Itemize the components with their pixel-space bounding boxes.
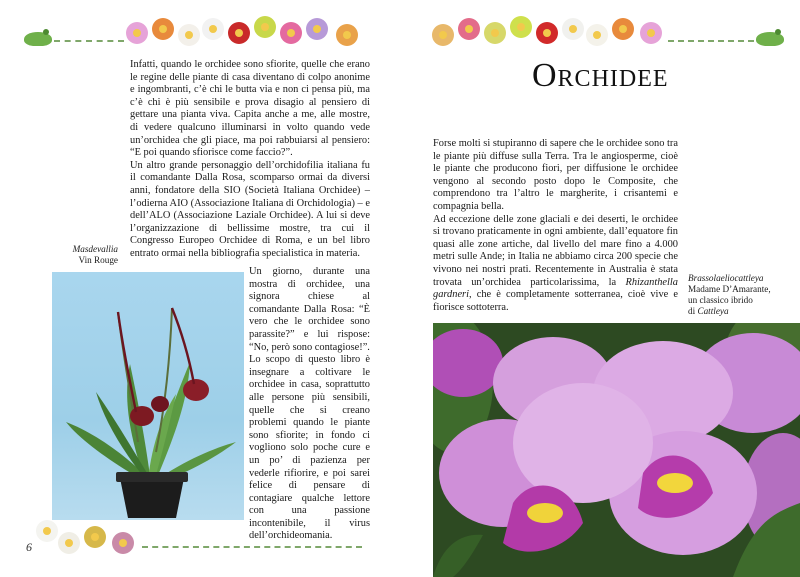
paragraph: Forse molti si stupiranno di sapere che le orchidee sono tra le piante più diffuse sulla Terra. Tra le angiosperme, cioè le piante che producono fiori, per diffusione le orchidee vengono al secondo posto dopo le Composite, che comprendono tra l’altro le margherite, i crisantemi e compagnia bella. [433, 138, 678, 212]
masdevallia-photo [52, 272, 244, 520]
cattleya-flower-image [433, 323, 800, 577]
masdevallia-plant-image [52, 272, 244, 520]
orchid-flower-icon [562, 18, 584, 40]
orchid-flower-icon [536, 22, 558, 44]
vine-decoration [54, 40, 124, 42]
paragraph [433, 214, 678, 315]
vine-decoration [668, 40, 754, 42]
right-text [433, 138, 678, 314]
orchid-flower-icon [484, 22, 506, 44]
page-title: Orchidee [532, 57, 669, 94]
caption-genus: Masdevallia [72, 244, 118, 254]
paragraph: Infatti, quando le orchidee sono sfiorite, quelle che erano le regine delle piante di casa diventano di colpo anonime e ingombranti, c’è chi le butta via e non ci pensa più, ma c’è chi è più sensibile e prova disagio al pensiero di gettare una pianta viva. Capita anche a me, alle mostre, di vedere qualcuno illuminarsi in volto quando vede un’orchidea che gli piace, ma poi rabbuiarsi al pensiero: “E poi quando sfiorisce come faccio?”. [130, 59, 370, 159]
photo-caption-masdevallia [58, 244, 118, 266]
photo-caption-cattleya [688, 273, 794, 317]
orchid-flower-icon [202, 18, 224, 40]
orchid-flower-icon [58, 532, 80, 554]
paragraph: Lo scopo di questo libro è insegnare a coltivare le orchidee in casa, soprattutto alle persone più sensibili, quelle che si creano problemi quando le piante sono sfiorite; in fondo ci vogliono solo poche cure e un po’ di pazienza per vederle rifiorire, e poi sarei felice di pensare di contagiare qualche lettore con una passione incontenibile, il virus dell’orchideomania. [249, 354, 370, 542]
species-name: Rhizanthella gardneri [433, 276, 678, 301]
paragraph: Un altro grande personaggio dell’orchidofilia italiana fu il comandante Dalla Rosa, scomparso ormai da diversi anni, fondatore della SIO (Società Italiana Orchidee) – l’odierna AIO (Associazione Italiana di Orchidologia) – e dell’ALO (Associazione Laziale Orchidee). A lui si deve l’organizzazione di bellissime mostre, tra cui il Congresso Europeo Orchidee di Roma, e un bel libro entrato ormai nella bibliografia specialistica in materia. [130, 159, 370, 259]
orchid-flower-icon [280, 22, 302, 44]
paragraph-text: Ad eccezione delle zone glaciali e dei deserti, le orchidee si trovano praticamente in ogni ambiente, dall’equatore fin quasi alle zone artiche, dal livello del mare fino a 4.000 metri sulle Ande; in Italia ne abbiamo circa 200 specie che vivono nei nostri prati. Recentemente in Australia è stata trovata un’orchidea particolarissima, la [433, 213, 678, 288]
orchid-flower-icon [640, 22, 662, 44]
left-text-top [130, 59, 370, 261]
orchid-flower-icon [228, 22, 250, 44]
paragraph-text: , che è completamente sotterranea, cioè vive e fiorisce sottoterra. [433, 289, 678, 313]
frog-icon [756, 32, 784, 46]
orchid-flower-icon [178, 24, 200, 46]
frog-icon [24, 32, 52, 46]
orchid-flower-icon [84, 526, 106, 548]
vine-decoration [142, 546, 362, 548]
page-number: 6 [26, 540, 32, 554]
orchid-flower-icon [510, 16, 532, 38]
caption-variety: Madame D’Amarante, [688, 284, 771, 294]
orchid-flower-icon [152, 18, 174, 40]
orchid-flower-icon [36, 520, 58, 542]
caption-description: un classico ibrido [688, 295, 753, 305]
orchid-flower-icon [254, 16, 276, 38]
orchid-flower-icon [612, 18, 634, 40]
left-text-column [249, 266, 370, 543]
orchid-flower-icon [336, 24, 358, 46]
orchid-flower-icon [126, 22, 148, 44]
caption-prefix: di [688, 306, 698, 316]
caption-genus-cattleya: Cattleya [697, 306, 729, 316]
caption-variety: Vin Rouge [78, 255, 118, 265]
orchid-flower-icon [458, 18, 480, 40]
orchid-flower-icon [306, 18, 328, 40]
cattleya-photo [433, 323, 800, 577]
orchid-flower-icon [112, 532, 134, 554]
orchid-flower-icon [432, 24, 454, 46]
orchid-flower-icon [586, 24, 608, 46]
caption-genus: Brassolaeliocattleya [688, 273, 764, 283]
paragraph: Un giorno, durante una mostra di orchidee, una signora chiese al comandante Dalla Rosa: “È vero che le orchidee sono parassite?” e lui rispose: “No, però sono contagiose!”. [249, 266, 370, 353]
